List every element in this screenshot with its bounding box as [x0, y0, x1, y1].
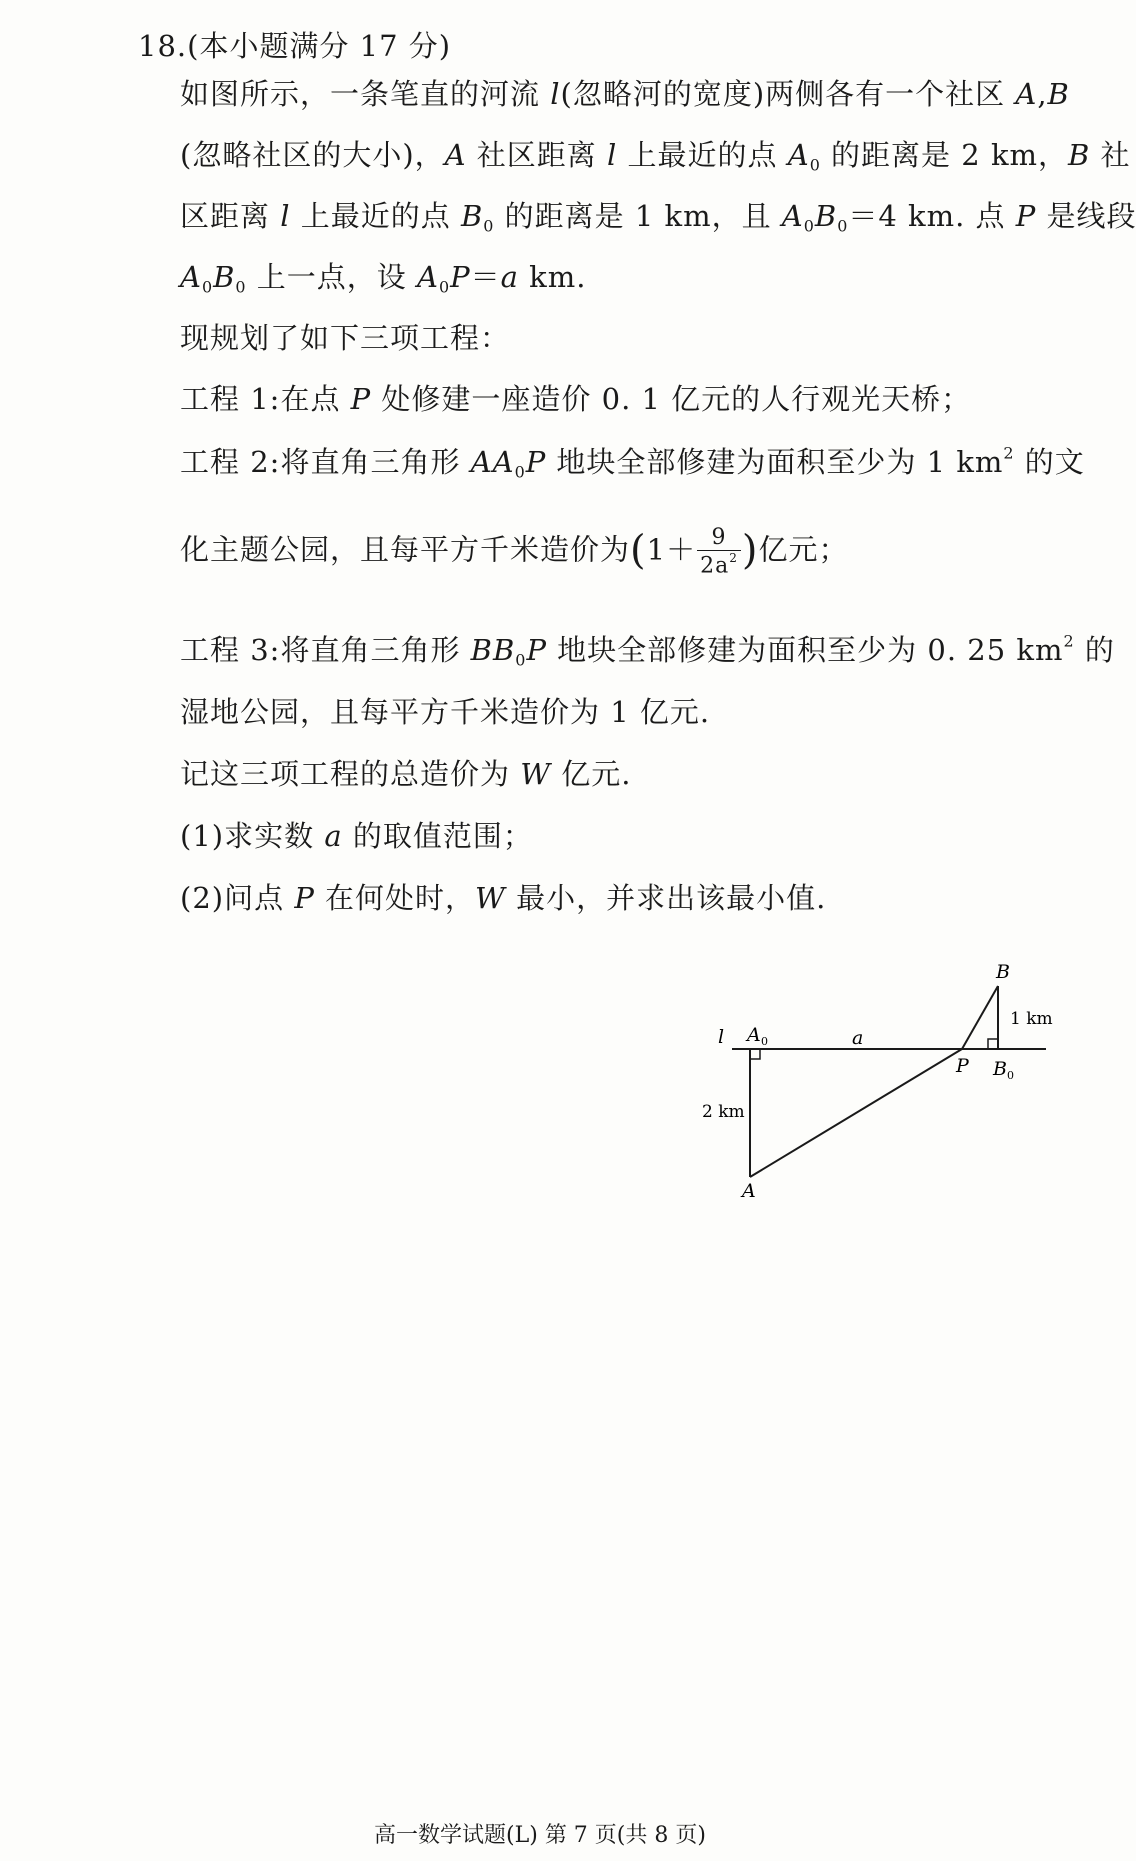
var-P: P	[294, 881, 315, 915]
label-a: a	[852, 1027, 864, 1049]
var-W: W	[520, 757, 552, 791]
question-score: (本小题满分 17 分)	[187, 29, 452, 63]
subscript: 0	[201, 277, 214, 297]
var-AA0: AA	[470, 445, 515, 479]
label-2km: 2 km	[702, 1102, 745, 1122]
text: 区距离	[180, 199, 281, 233]
text: 工程 1:在点	[180, 382, 351, 416]
text: 上一点，设	[246, 260, 417, 294]
text: km.	[518, 260, 587, 294]
denominator-text: 2a	[700, 553, 730, 579]
var-l: l	[280, 199, 291, 233]
subscript: 0	[515, 650, 527, 670]
text: 化主题公园，且每平方千米造价为	[180, 532, 631, 567]
text: (2)问点	[180, 881, 295, 915]
text: 的取值范围；	[342, 819, 533, 853]
label-A0: A	[747, 1024, 761, 1046]
var-A0: A	[416, 260, 439, 294]
text: 的	[1074, 633, 1115, 667]
label-A0-subscript: 0	[761, 1035, 768, 1048]
segment-A-P	[750, 1049, 962, 1177]
var-BB0: BB	[470, 633, 516, 667]
subscript: 0	[803, 216, 815, 236]
text: ＝	[470, 260, 501, 294]
var-B: B	[1047, 77, 1070, 111]
text: 地块全部修建为面积至少为 0. 25 km	[546, 633, 1064, 667]
text: (忽略社区的大小)，	[180, 138, 445, 172]
text: 如图所示，一条笔直的河流	[180, 77, 551, 111]
var-a: a	[324, 819, 343, 853]
var-l: l	[550, 77, 561, 111]
text: 地块全部修建为面积至少为 1 km	[546, 445, 1004, 479]
text: 1＋	[646, 532, 697, 567]
var-P: P	[450, 260, 471, 294]
question-number: 18.	[138, 29, 188, 63]
label-1km: 1 km	[1010, 1009, 1053, 1029]
text: 在何处时，	[314, 881, 476, 915]
superscript: 2	[1063, 631, 1075, 651]
text: 社	[1090, 138, 1131, 172]
text: 上最近的点	[617, 138, 788, 172]
var-P: P	[350, 382, 372, 416]
right-angle-mark-B0	[988, 1039, 998, 1049]
label-P: P	[956, 1055, 969, 1077]
text: (1)求实数	[180, 819, 325, 853]
var-A0: A	[787, 138, 810, 172]
text: 是线段	[1036, 199, 1136, 233]
var-A: A	[444, 138, 467, 172]
var-A0: A	[781, 199, 804, 233]
label-B0-subscript: 0	[1007, 1069, 1014, 1082]
left-paren: (	[630, 527, 647, 574]
text: 处修建一座造价 0. 1 亿元的人行观光天桥；	[371, 382, 972, 416]
label-B: B	[996, 961, 1010, 983]
subscript: 0	[438, 277, 451, 297]
label-B0: B	[993, 1058, 1007, 1080]
text: 社区距离	[466, 138, 608, 172]
var-B0: B	[213, 260, 236, 294]
text: 记这三项工程的总造价为	[180, 757, 521, 791]
right-angle-mark-A0	[750, 1049, 760, 1059]
project-3-line-2: 湿地公园，且每平方千米造价为 1 亿元.	[180, 695, 711, 729]
text: 工程 3:将直角三角形	[180, 633, 471, 667]
label-l: l	[718, 1026, 725, 1048]
superscript: 2	[729, 551, 738, 566]
var-B: B	[1068, 138, 1091, 172]
text: 最小，并求出该最小值.	[505, 881, 827, 915]
subscript: 0	[809, 155, 821, 175]
page-footer: 高一数学试题(L) 第 7 页(共 8 页)	[374, 1823, 706, 1848]
text: ,	[1037, 77, 1048, 111]
right-paren: )	[741, 527, 759, 574]
var-a: a	[500, 260, 519, 294]
subscript: 0	[235, 277, 247, 297]
var-A0: A	[180, 260, 202, 294]
text: 亿元；	[758, 532, 849, 567]
text: 亿元.	[551, 757, 632, 791]
var-W: W	[475, 881, 506, 915]
projects-intro: 现规划了如下三项工程：	[180, 321, 511, 355]
subscript: 0	[837, 216, 849, 236]
text: 上最近的点	[290, 199, 461, 233]
superscript: 2	[1003, 443, 1015, 463]
var-l: l	[607, 138, 618, 172]
text: 工程 2:将直角三角形	[180, 445, 471, 479]
text: ＝4 km. 点	[848, 199, 1016, 233]
var-B0: B	[460, 199, 484, 233]
text: 的距离是 2 km，	[820, 138, 1069, 172]
var-B0: B	[814, 199, 838, 233]
subscript: 0	[483, 216, 495, 236]
subscript: 0	[514, 462, 526, 482]
text: (忽略河的宽度)两侧各有一个社区	[560, 77, 1016, 111]
label-A: A	[742, 1180, 756, 1202]
var-P: P	[525, 445, 547, 479]
var-A: A	[1015, 77, 1038, 111]
text: 的距离是 1 km，且	[494, 199, 782, 233]
var-P: P	[1015, 199, 1037, 233]
fraction-numerator: 9	[697, 526, 741, 551]
text: 的文	[1014, 445, 1085, 479]
var-P: P	[526, 633, 547, 667]
